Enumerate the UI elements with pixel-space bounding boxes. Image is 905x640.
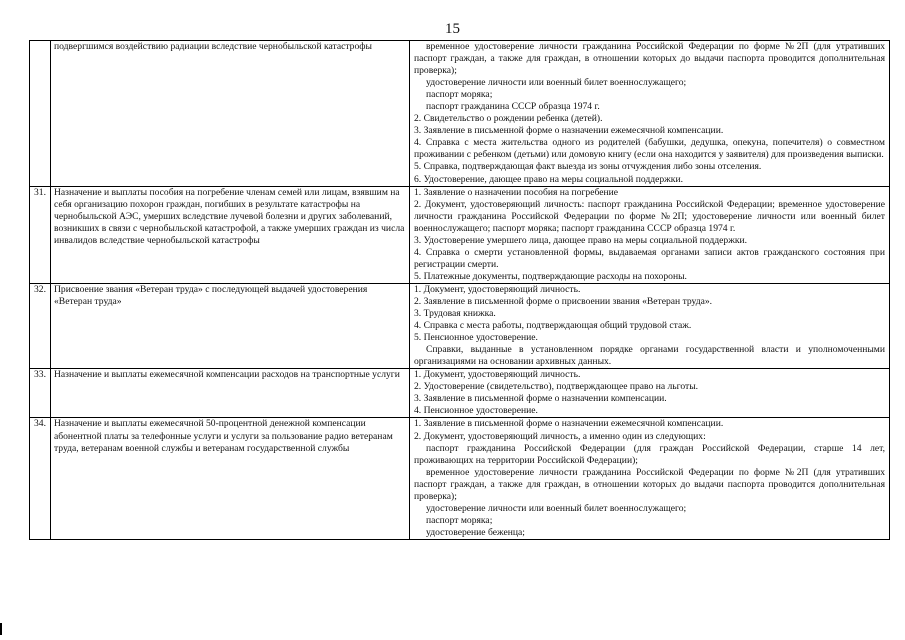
table-row: [30, 186, 890, 283]
table-row: [30, 41, 890, 187]
required-documents: [410, 41, 890, 187]
document-item: 2. Заявление в письменной форме о присвоении звания «Ветеран труда».: [414, 295, 713, 307]
document-item: 3. Удостоверение умершего лица, дающее право на меры социальной поддержки.: [414, 234, 748, 246]
required-documents: [410, 418, 890, 539]
document-item: 1. Документ, удостоверяющий личность.: [414, 369, 581, 381]
row-number: 33.: [30, 369, 51, 418]
document-item: 1. Заявление в письменной форме о назначении ежемесячной компенсации.: [414, 418, 724, 430]
service-name: подвергшимся воздействию радиации вследствие чернобыльской катастрофы: [51, 41, 410, 187]
document-item: временное удостоверение личности гражданина Российской Федерации по форме №2П (для утративших паспорт граждан, а также для граждан, в отношении которых до выдачи паспорта проводится дополнительная проверка);: [414, 466, 885, 502]
document-item: 5. Пенсионное удостоверение.: [414, 332, 538, 344]
required-documents: [410, 186, 890, 283]
table-row: [30, 283, 890, 368]
document-item: удостоверение личности или военный билет военнослужащего;: [426, 502, 687, 514]
document-item: 3. Трудовая книжка.: [414, 308, 496, 320]
service-name: Назначение и выплаты ежемесячной 50-процентной денежной компенсации абонентной платы за телефонные услуги и услуги за пользование радио ветеранам труда, ветеранам военной службы и ветеранам государственной службы: [51, 418, 410, 539]
document-item: временное удостоверение личности гражданина Российской Федерации по форме №2П (для утративших паспорт граждан, а также для граждан, в отношении которых до выдачи паспорта проводится дополнительная проверка);: [414, 41, 885, 77]
document-item: 6. Удостоверение, дающее право на меры социальной поддержки.: [414, 173, 683, 185]
document-item: Справки, выданные в установленном порядке органами государственной власти и уполномоченными организациями на основании архивных данных.: [414, 344, 885, 368]
document-item: 2. Удостоверение (свидетельство), подтверждающее право на льготы.: [414, 381, 699, 393]
document-item: 4. Пенсионное удостоверение.: [414, 405, 538, 417]
table-row: [30, 418, 890, 539]
document-item: паспорт гражданина Российской Федерации (для граждан Российской Федерации, старше 14 лет, проживающих на территории Российской Федерации);: [414, 442, 885, 466]
document-item: 4. Справка с места жительства одного из родителей (бабушки, дедушка, опекуна, попечителя) о совместном проживании с ребенком (детьми) или домовую книгу (если она находится у заявителя) для произведения выписки.: [414, 137, 885, 161]
required-documents: [410, 283, 890, 368]
page-number: 15: [445, 21, 460, 37]
document-item: 5. Справка, подтверждающая факт выезда из зоны отчуждения либо зоны отселения.: [414, 161, 762, 173]
table-row: [30, 369, 890, 418]
document-item: 1. Документ, удостоверяющий личность.: [414, 283, 581, 295]
document-item: удостоверение личности или военный билет военнослужащего;: [426, 77, 687, 89]
document-item: 2. Документ, удостоверяющий личность: паспорт гражданина Российской Федерации; временное удостоверение личности гражданина Российской Федерации по форме №2П; удостоверение личности или военный билет военнослужащего; паспорт моряка; паспорт гражданина СССР образца 1974 г.: [414, 198, 885, 234]
document-item: 2. Свидетельство о рождении ребенка (детей).: [414, 113, 603, 125]
service-name: Назначение и выплаты пособия на погребение членам семей или лицам, взявшим на себя организацию похорон граждан, погибших в результате катастрофы на чернобыльской АЭС, умерших вследствие лучевой болезни и других заболеваний, возникших в связи с чернобыльской катастрофой, а также умерших граждан из числа инвалидов вследствие чернобыльской катастрофы: [51, 186, 410, 283]
document-item: паспорт гражданина СССР образца 1974 г.: [426, 101, 600, 113]
document-item: 5. Платежные документы, подтверждающие расходы на похороны.: [414, 270, 687, 282]
document-item: удостоверение беженца;: [426, 526, 525, 538]
document-item: 2. Документ, удостоверяющий личность, а именно один из следующих:: [414, 430, 706, 442]
document-item: 4. Справка о смерти установленной формы, выдаваемая органами записи актов гражданского состояния при регистрации смерти.: [414, 246, 885, 270]
services-table: [29, 40, 890, 540]
document-item: 3. Заявление в письменной форме о назначении ежемесячной компенсации.: [414, 125, 724, 137]
row-number: [30, 41, 51, 187]
document-item: 4. Справка с места работы, подтверждающая общий трудовой стаж.: [414, 320, 692, 332]
document-item: паспорт моряка;: [426, 89, 493, 101]
row-number: 31.: [30, 186, 51, 283]
row-number: 32.: [30, 283, 51, 368]
document-item: паспорт моряка;: [426, 514, 493, 526]
document-item: 3. Заявление в письменной форме о назначении компенсации.: [414, 393, 667, 405]
service-name: Назначение и выплаты ежемесячной компенсации расходов на транспортные услуги: [51, 369, 410, 418]
required-documents: [410, 369, 890, 418]
service-name: Присвоение звания «Ветеран труда» с последующей выдачей удостоверения «Ветеран труда»: [51, 283, 410, 368]
row-number: 34.: [30, 418, 51, 539]
margin-mark: [0, 623, 2, 635]
document-item: 1. Заявление о назначении пособия на погребение: [414, 186, 619, 198]
